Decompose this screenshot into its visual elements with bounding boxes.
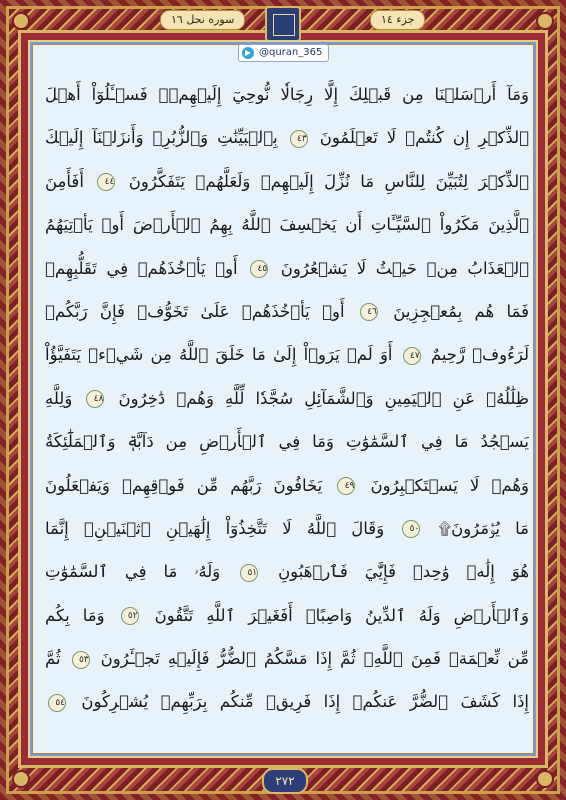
- ayah-number-marker: ٥٠: [402, 520, 420, 538]
- page-number: ٢٧٢: [262, 768, 308, 794]
- verse-text: ٱلذِّكۡرَ لِتُبَيِّنَ لِلنَّاسِ مَا نُزِّلَ إِلَيۡهِمۡ وَلَعَلَّهُمۡ يَتَفَكَّرُونَ: [128, 171, 529, 191]
- ayah-number-marker: ٥٣: [72, 651, 90, 669]
- verse-line: [45, 594, 529, 637]
- verse-line: [45, 116, 529, 159]
- ayah-number-marker: ٤٤: [97, 173, 115, 191]
- text-frame: [28, 40, 538, 758]
- ayah-number-marker: ٤٣: [290, 130, 308, 148]
- verse-line: [45, 247, 529, 290]
- verse-text: هُوَ إِلَٰهٞ وَٰحِدٞ فَإِيَّٰيَ فَٱرۡهَبُونِ: [278, 562, 529, 582]
- verse-line: [45, 73, 529, 116]
- verse-line: [45, 160, 529, 203]
- corner-ornament-icon: [536, 770, 554, 788]
- verse-line: [45, 680, 529, 723]
- verse-text: مِّن نِّعۡمَةٖ فَمِنَ ٱللَّهِۖ ثُمَّ إِذَا مَسَّكُمُ ٱلضُّرُّ فَإِلَيۡهِ تَجۡـَٔرُونَ: [100, 649, 529, 669]
- verse-text: وَمَا بِكُم: [45, 605, 105, 625]
- verse-text: ٱلۡعَذَابُ مِنۡ حَيۡثُ لَا يَشۡعُرُونَ: [280, 258, 529, 278]
- verse-text: يَخَافُونَ رَبَّهُم مِّن فَوۡقِهِمۡ وَيَفۡعَلُونَ: [45, 475, 323, 495]
- text-panel: [32, 44, 534, 754]
- surah-label: سوره نحل ١٦: [160, 10, 245, 30]
- verse-line: [45, 420, 529, 463]
- ayah-number-marker: ٤٨: [86, 390, 104, 408]
- verse-text: ثُمَّ: [45, 649, 61, 669]
- verse-text: ٱلَّذِينَ مَكَرُواْ ٱلسَّيِّـَٔاتِ أَن يَخۡسِفَ ٱللَّهُ بِهِمُ ٱلۡأَرۡضَ أَوۡ يَأۡتِيَهُمُ: [45, 215, 529, 235]
- verse-text: أَفَأَمِنَ: [45, 171, 84, 191]
- verse-line: [45, 637, 529, 680]
- verse-text: ٱلذِّكۡرِ إِن كُنتُمۡ لَا تَعۡلَمُونَ: [319, 128, 529, 148]
- corner-ornament-icon: [536, 12, 554, 30]
- verse-text: وَهُمۡ لَا يَسۡتَكۡبِرُونَ: [370, 475, 529, 495]
- verse-text: فَمَا هُم بِمُعۡجِزِينَ: [393, 301, 529, 321]
- verse-text: ظِلَٰلُهُۥ عَنِ ٱلۡيَمِينِ وَٱلشَّمَآئِلِ سُجَّدٗا لِّلَّهِ وَهُمۡ دَٰخِرُونَ: [118, 388, 529, 408]
- emblem-icon: [265, 6, 301, 42]
- verse-text: لَرَءُوفٞ رَّحِيمٌ: [430, 345, 529, 365]
- verse-text: وَمَآ أَرۡسَلۡنَا مِن قَبۡلِكَ إِلَّا رِجَالٗا نُّوحِيٓ إِلَيۡهِمۡۖ فَسۡـَٔلُوٓاْ أَهۡلَ: [45, 85, 529, 104]
- channel-badge[interactable]: [238, 44, 329, 62]
- verse-line: [45, 333, 529, 376]
- verse-text: وَقَالَ ٱللَّهُ لَا تَتَّخِذُوٓاْ إِلَٰهَيۡنِ ٱثۡنَيۡنِۖ إِنَّمَا: [45, 518, 385, 538]
- verse-text: أَوۡ يَأۡخُذَهُمۡ عَلَىٰ تَخَوُّفٖ فَإِنَّ رَبَّكُمۡ: [45, 301, 345, 321]
- ayah-number-marker: ٤٧: [403, 347, 421, 365]
- verse-lines: [45, 73, 529, 724]
- verse-line: [45, 203, 529, 246]
- verse-text: وَلِلَّهِ: [45, 388, 73, 408]
- ayah-number-marker: ٤٦: [360, 303, 378, 321]
- channel-handle: @quran_365: [259, 47, 323, 58]
- verse-text: وَٱلۡأَرۡضِ وَلَهُ ٱلدِّينُ وَاصِبًاۚ أَفَغَيۡرَ ٱللَّهِ تَتَّقُونَ: [154, 605, 529, 625]
- juz-label: جزء ١٤: [370, 10, 425, 30]
- ayah-number-marker: ٥١: [240, 564, 258, 582]
- verse-text: بِٱلۡبَيِّنَٰتِ وَٱلزُّبُرِۗ وَأَنزَلۡنَآ إِلَيۡكَ: [45, 128, 278, 148]
- ayah-number-marker: ٤٥: [250, 260, 268, 278]
- corner-ornament-icon: [12, 12, 30, 30]
- verse-text: يَسۡجُدُ مَا فِي ٱلسَّمَٰوَٰتِ وَمَا فِي ٱلۡأَرۡضِ مِن دَآبَّةٖ وَٱلۡمَلَٰٓئِكَةُ: [45, 432, 529, 452]
- verse-text: إِذَا كَشَفَ ٱلضُّرَّ عَنكُمۡ إِذَا فَرِيقٞ مِّنكُم بِرَبِّهِمۡ يُشۡرِكُونَ: [81, 692, 529, 712]
- verse-line: [45, 550, 529, 593]
- verse-line: [45, 290, 529, 333]
- verse-text: مَا يُؤۡمَرُونَ۩: [438, 518, 529, 538]
- verse-text: وَلَهُۥ مَا فِي ٱلسَّمَٰوَٰتِ: [45, 562, 221, 582]
- telegram-icon: [242, 47, 254, 59]
- verse-text: أَوَ لَمۡ يَرَوۡاْ إِلَىٰ مَا خَلَقَ ٱللَّهُ مِن شَيۡءٖ يَتَفَيَّؤُاْ: [45, 345, 393, 365]
- ayah-number-marker: ٥٢: [121, 607, 139, 625]
- ayah-number-marker: ٤٩: [337, 477, 355, 495]
- verse-text: أَوۡ يَأۡخُذَهُمۡ فِي تَقَلُّبِهِمۡ: [45, 258, 238, 278]
- verse-line: [45, 464, 529, 507]
- corner-ornament-icon: [12, 770, 30, 788]
- verse-line: [45, 377, 529, 420]
- verse-line: [45, 507, 529, 550]
- ayah-number-marker: ٥٤: [48, 694, 66, 712]
